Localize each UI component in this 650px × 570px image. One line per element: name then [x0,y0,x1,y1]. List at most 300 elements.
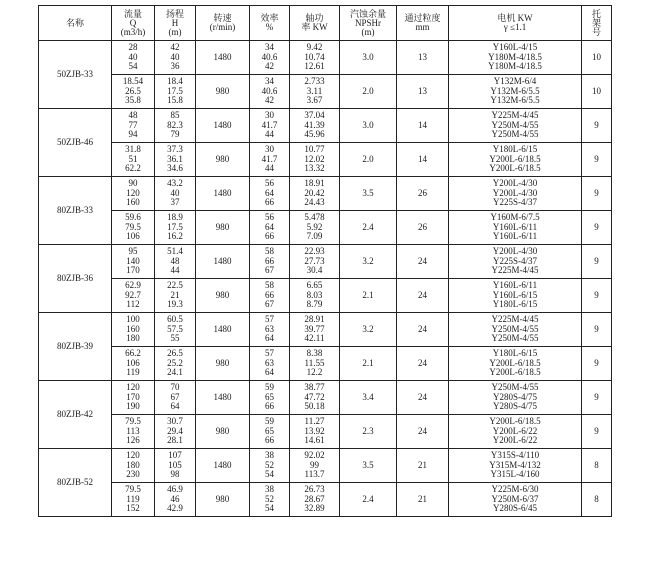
particle-size-cell: 14 [397,109,449,143]
npsh-cell: 3.0 [340,109,397,143]
efficiency-cell [250,143,290,177]
flow-cell [112,415,155,449]
shaft-power-cell-value: 12.61 [304,61,325,72]
speed-cell: 980 [196,347,250,381]
flow-cell-value: 59.6 [125,212,141,223]
frame-cell: 8 [582,483,612,517]
shaft-power-cell-value: 11.27 [304,416,325,427]
flow-cell-value: 160 [126,323,140,334]
shaft-power-cell [290,313,340,347]
motor-cell-value: Y280S-6/45 [492,503,537,514]
efficiency-cell [250,177,290,211]
motor-cell-value: Y132M-6/4 [493,76,537,87]
model-name-cell: 80ZJB-33 [39,177,112,245]
efficiency-cell [250,279,290,313]
flow-cell-value: 62.9 [125,280,141,291]
motor-cell-value: Y160L-6/15 [492,289,538,300]
pump-spec-table [38,5,612,517]
speed-cell: 1480 [196,381,250,415]
table-row [39,41,612,75]
speed-cell: 1480 [196,245,250,279]
table-row [39,177,612,211]
flow-cell-value: 100 [126,314,140,325]
head-cell-value: 18.4 [167,76,183,87]
table-row [39,347,612,381]
model-name-cell: 50ZJB-33 [39,41,112,109]
header-line: (r/min) [209,22,236,32]
shaft-power-cell-value: 6.65 [306,280,323,291]
head-cell-value: 40 [170,51,180,62]
header-shaft-power [290,6,340,41]
particle-size-cell: 24 [397,347,449,381]
efficiency-cell-value: 66 [265,401,274,412]
motor-cell-value: Y225M-4/45 [491,265,539,276]
motor-cell-value: Y250M-4/55 [491,119,539,130]
table-row [39,483,612,517]
efficiency-cell-value: 42 [265,95,274,106]
motor-cell [449,211,582,245]
efficiency-cell [250,415,290,449]
shaft-power-cell [290,41,340,75]
head-cell-value: 37 [170,197,180,208]
header-line: H [171,17,179,28]
motor-cell-value: Y160L-6/11 [492,221,538,232]
flow-cell-value: 95 [128,246,138,257]
header-line: (m3/h) [120,26,146,37]
flow-cell-value: 48 [128,110,138,121]
motor-cell-value: Y132M-6/5.5 [490,85,540,96]
flow-cell [112,109,155,143]
head-cell-value: 70 [170,382,180,393]
motor-cell-value: Y180L-6/15 [492,348,538,359]
frame-cell: 9 [582,313,612,347]
efficiency-cell [250,483,290,517]
npsh-cell: 2.4 [340,483,397,517]
particle-size-cell: 26 [397,177,449,211]
head-cell-value: 82.3 [167,119,183,130]
shaft-power-cell-value: 8.38 [306,348,323,359]
shaft-power-cell-value: 7.09 [306,231,323,242]
flow-cell-value: 190 [126,401,140,412]
shaft-power-cell-value: 47.72 [304,391,325,402]
flow-cell-value: 92.7 [125,289,141,300]
speed-cell: 980 [196,211,250,245]
model-name-cell: 80ZJB-52 [39,449,112,517]
shaft-power-cell-value: 3.11 [306,85,323,96]
particle-size-cell: 26 [397,211,449,245]
efficiency-cell-value: 41.7 [261,153,278,164]
flow-cell [112,313,155,347]
header-line: 效率 [260,13,279,23]
shaft-power-cell-value: 113.7 [304,469,325,480]
flow-cell-value: 106 [126,357,140,368]
particle-size-cell: 13 [397,75,449,109]
header-line: γ ≤1.1 [503,22,527,32]
flow-cell [112,41,155,75]
table-row [39,381,612,415]
flow-cell-value: 79.5 [125,416,141,427]
flow-cell-value: 40 [128,51,138,62]
motor-cell-value: Y200L-6/18.5 [489,153,541,164]
motor-cell-value: Y200L-4/30 [492,246,538,257]
motor-cell-value: Y280S-4/75 [492,391,537,402]
efficiency-cell [250,41,290,75]
particle-size-cell: 24 [397,245,449,279]
shaft-power-cell [290,381,340,415]
motor-cell [449,415,582,449]
motor-cell-value: Y200L-6/22 [492,435,538,446]
flow-cell-value: 120 [126,382,140,393]
shaft-power-cell-value: 12.2 [306,367,323,378]
flow-cell-value: 51 [128,153,138,164]
model-name-cell: 80ZJB-36 [39,245,112,313]
motor-cell-value: Y225M-6/30 [491,484,539,495]
motor-cell-value: Y280S-4/75 [492,401,537,412]
header-line: 轴功 [305,13,324,23]
flow-cell-value: 152 [126,503,140,514]
motor-cell-value: Y250M-4/55 [491,382,539,393]
efficiency-cell-value: 40.6 [261,51,278,62]
particle-size-cell: 21 [397,483,449,517]
efficiency-cell-value: 63 [265,323,274,334]
head-cell-value: 37.3 [167,144,183,155]
head-cell [155,483,196,517]
speed-cell: 980 [196,75,250,109]
speed-cell: 980 [196,143,250,177]
efficiency-cell-value: 59 [265,416,274,427]
shaft-power-cell [290,279,340,313]
head-cell-value: 22.5 [167,280,183,291]
head-cell [155,415,196,449]
shaft-power-cell-value: 50.18 [304,401,325,412]
head-cell-value: 98 [170,469,180,480]
head-cell-value: 64 [170,401,180,412]
motor-cell-value: Y200L-6/18.5 [489,163,541,174]
shaft-power-cell-value: 8.79 [306,299,323,310]
efficiency-cell-value: 66 [265,255,274,266]
flow-cell-value: 180 [126,333,140,344]
motor-cell-value: Y200L-6/18.5 [489,416,541,427]
npsh-cell: 2.0 [340,143,397,177]
speed-cell: 1480 [196,313,250,347]
flow-cell-value: 170 [126,391,140,402]
header-line: (m) [168,26,182,37]
efficiency-cell-value: 38 [265,484,274,495]
shaft-power-cell-value: 9.42 [306,42,323,53]
head-cell-value: 51.4 [167,246,183,257]
head-cell-value: 21 [170,289,180,300]
header-particle-size [397,6,449,41]
npsh-cell: 3.5 [340,177,397,211]
head-cell-value: 67 [170,391,180,402]
efficiency-cell-value: 54 [265,503,274,514]
motor-cell-value: Y250M-4/55 [491,129,539,140]
head-cell [155,313,196,347]
npsh-cell: 3.0 [340,41,397,75]
particle-size-cell: 13 [397,41,449,75]
frame-cell: 9 [582,245,612,279]
header-speed [196,6,250,41]
efficiency-cell-value: 64 [265,367,274,378]
shaft-power-cell-value: 41.39 [304,119,325,130]
shaft-power-cell-value: 3.67 [306,95,323,106]
frame-cell: 9 [582,211,612,245]
shaft-power-cell-value: 13.32 [304,163,325,174]
frame-cell: 9 [582,381,612,415]
motor-cell [449,177,582,211]
head-cell [155,449,196,483]
efficiency-cell [250,381,290,415]
head-cell-value: 17.5 [167,221,183,232]
efficiency-cell-value: 57 [265,314,274,325]
head-cell-value: 17.5 [167,85,183,96]
header-line: 流量 [123,8,142,19]
flow-cell-value: 79.5 [125,484,141,495]
motor-cell [449,381,582,415]
motor-cell-value: Y160L-4/15 [492,42,538,53]
shaft-power-cell-value: 32.89 [304,503,325,514]
motor-cell-value: Y315S-4/110 [490,450,540,461]
motor-cell-value: Y315L-4/160 [490,469,540,480]
table-row [39,75,612,109]
particle-size-cell: 24 [397,381,449,415]
shaft-power-cell-value: 14.61 [304,435,325,446]
efficiency-cell-value: 38 [265,450,274,461]
header-line: 通过粒度 [404,13,441,23]
speed-cell: 1480 [196,449,250,483]
efficiency-cell-value: 44 [265,129,274,140]
header-line: 托 [591,8,601,19]
header-line: 架 [591,17,601,28]
efficiency-cell-value: 59 [265,382,274,393]
flow-cell [112,143,155,177]
motor-cell-value: Y180L-6/15 [492,144,538,155]
flow-cell-value: 119 [126,367,140,378]
flow-cell-value: 54 [128,61,138,72]
efficiency-cell-value: 30 [265,110,274,121]
shaft-power-cell-value: 39.77 [304,323,325,334]
flow-cell-value: 31.8 [125,144,141,155]
shaft-power-cell [290,347,340,381]
shaft-power-cell-value: 24.43 [304,197,325,208]
shaft-power-cell [290,449,340,483]
efficiency-cell-value: 52 [265,459,274,470]
head-cell [155,279,196,313]
motor-cell [449,449,582,483]
header-npsh [340,6,397,41]
head-cell [155,75,196,109]
head-cell-value: 42.9 [167,503,183,514]
motor-cell-value: Y225M-4/45 [491,110,539,121]
flow-cell-value: 140 [126,255,140,266]
table-row [39,313,612,347]
header-name: 名称 [39,6,112,41]
efficiency-cell-value: 64 [265,221,274,232]
npsh-cell: 2.4 [340,211,397,245]
speed-cell: 980 [196,415,250,449]
shaft-power-cell-value: 27.73 [304,255,325,266]
shaft-power-cell-value: 28.67 [304,493,325,504]
motor-cell-value: Y200L-6/18.5 [489,357,541,368]
head-cell-value: 107 [168,450,182,461]
npsh-cell: 3.2 [340,245,397,279]
shaft-power-cell-value: 42.11 [304,333,325,344]
shaft-power-cell-value: 8.03 [306,289,323,300]
flow-cell-value: 79.5 [125,221,141,232]
frame-cell: 8 [582,449,612,483]
flow-cell-value: 170 [126,265,140,276]
motor-cell-value: Y315M-4/132 [489,459,541,470]
model-name-cell: 50ZJB-46 [39,109,112,177]
header-line: 汽蚀余量 [349,8,386,19]
header-line: 转速 [213,13,232,23]
table-row [39,245,612,279]
efficiency-cell-value: 30 [265,144,274,155]
efficiency-cell [250,109,290,143]
head-cell [155,143,196,177]
efficiency-cell [250,211,290,245]
shaft-power-cell-value: 26.73 [304,484,325,495]
motor-cell-value: Y250M-4/55 [491,333,539,344]
head-cell [155,211,196,245]
shaft-power-cell-value: 99 [310,459,319,470]
motor-cell-value: Y225M-4/45 [491,314,539,325]
efficiency-cell-value: 58 [265,280,274,291]
shaft-power-cell [290,109,340,143]
efficiency-cell-value: 66 [265,435,274,446]
motor-cell-value: Y200L-4/30 [492,178,538,189]
flow-cell [112,177,155,211]
npsh-cell: 3.4 [340,381,397,415]
flow-cell-value: 77 [128,119,138,130]
particle-size-cell: 14 [397,143,449,177]
flow-cell [112,75,155,109]
head-cell-value: 25.2 [167,357,183,368]
header-line: 号 [591,26,601,37]
table-row [39,109,612,143]
speed-cell: 1480 [196,109,250,143]
shaft-power-cell-value: 20.42 [304,187,325,198]
model-name-cell: 80ZJB-42 [39,381,112,449]
shaft-power-cell [290,245,340,279]
table-body [39,41,612,517]
efficiency-cell [250,75,290,109]
flow-cell [112,211,155,245]
efficiency-cell-value: 66 [265,231,274,242]
npsh-cell: 2.1 [340,279,397,313]
table-row [39,143,612,177]
flow-cell-value: 119 [126,493,140,504]
efficiency-cell-value: 54 [265,469,274,480]
header-line: 电机 KW [497,13,533,23]
flow-cell [112,449,155,483]
table-row [39,279,612,313]
motor-cell [449,41,582,75]
shaft-power-cell-value: 30.4 [306,265,323,276]
shaft-power-cell [290,75,340,109]
head-cell-value: 36 [170,61,180,72]
flow-cell-value: 90 [128,178,138,189]
header-line: NPSHr [354,17,381,28]
head-cell-value: 24.1 [167,367,183,378]
header-efficiency [250,6,290,41]
header-line: mm [415,22,430,32]
head-cell [155,381,196,415]
header-row [39,6,612,41]
flow-cell-value: 28 [128,42,138,53]
npsh-cell: 2.3 [340,415,397,449]
head-cell-value: 36.1 [167,153,183,164]
flow-cell-value: 35.8 [125,95,141,106]
particle-size-cell: 24 [397,279,449,313]
head-cell [155,109,196,143]
motor-cell-value: Y160M-6/7.5 [490,212,540,223]
head-cell [155,41,196,75]
flow-cell-value: 94 [128,129,138,140]
shaft-power-cell-value: 10.77 [304,144,325,155]
head-cell [155,347,196,381]
efficiency-cell-value: 58 [265,246,274,257]
flow-cell-value: 120 [126,450,140,461]
head-cell-value: 48 [170,255,180,266]
motor-cell-value: Y180M-4/18.5 [488,51,542,62]
frame-cell: 9 [582,177,612,211]
head-cell-value: 15.8 [167,95,183,106]
efficiency-cell-value: 56 [265,212,274,223]
flow-cell-value: 113 [126,425,140,436]
frame-cell: 9 [582,415,612,449]
shaft-power-cell-value: 18.91 [304,178,325,189]
flow-cell-value: 18.54 [122,76,144,87]
head-cell-value: 105 [168,459,182,470]
efficiency-cell-value: 67 [265,265,274,276]
motor-cell [449,75,582,109]
frame-cell: 9 [582,279,612,313]
efficiency-cell [250,313,290,347]
efficiency-cell [250,449,290,483]
motor-cell [449,483,582,517]
shaft-power-cell-value: 92.02 [304,450,325,461]
motor-cell [449,279,582,313]
flow-cell-value: 126 [126,435,140,446]
head-cell [155,245,196,279]
efficiency-cell-value: 34 [265,76,274,87]
npsh-cell: 2.1 [340,347,397,381]
efficiency-cell-value: 34 [265,42,274,53]
shaft-power-cell [290,143,340,177]
efficiency-cell-value: 41.7 [261,119,278,130]
motor-cell-value: Y200L-6/22 [492,425,538,436]
frame-cell: 10 [582,41,612,75]
shaft-power-cell [290,483,340,517]
flow-cell-value: 180 [126,459,140,470]
speed-cell: 980 [196,483,250,517]
header-line: (m) [361,26,375,37]
head-cell-value: 19.3 [167,299,183,310]
flow-cell-value: 112 [126,299,140,310]
npsh-cell: 3.5 [340,449,397,483]
motor-cell [449,143,582,177]
table-row [39,449,612,483]
efficiency-cell-value: 66 [265,197,274,208]
head-cell-value: 26.5 [167,348,183,359]
flow-cell-value: 106 [126,231,140,242]
efficiency-cell-value: 63 [265,357,274,368]
flow-cell [112,483,155,517]
motor-cell [449,245,582,279]
efficiency-cell-value: 64 [265,333,274,344]
efficiency-cell-value: 40.6 [261,85,278,96]
